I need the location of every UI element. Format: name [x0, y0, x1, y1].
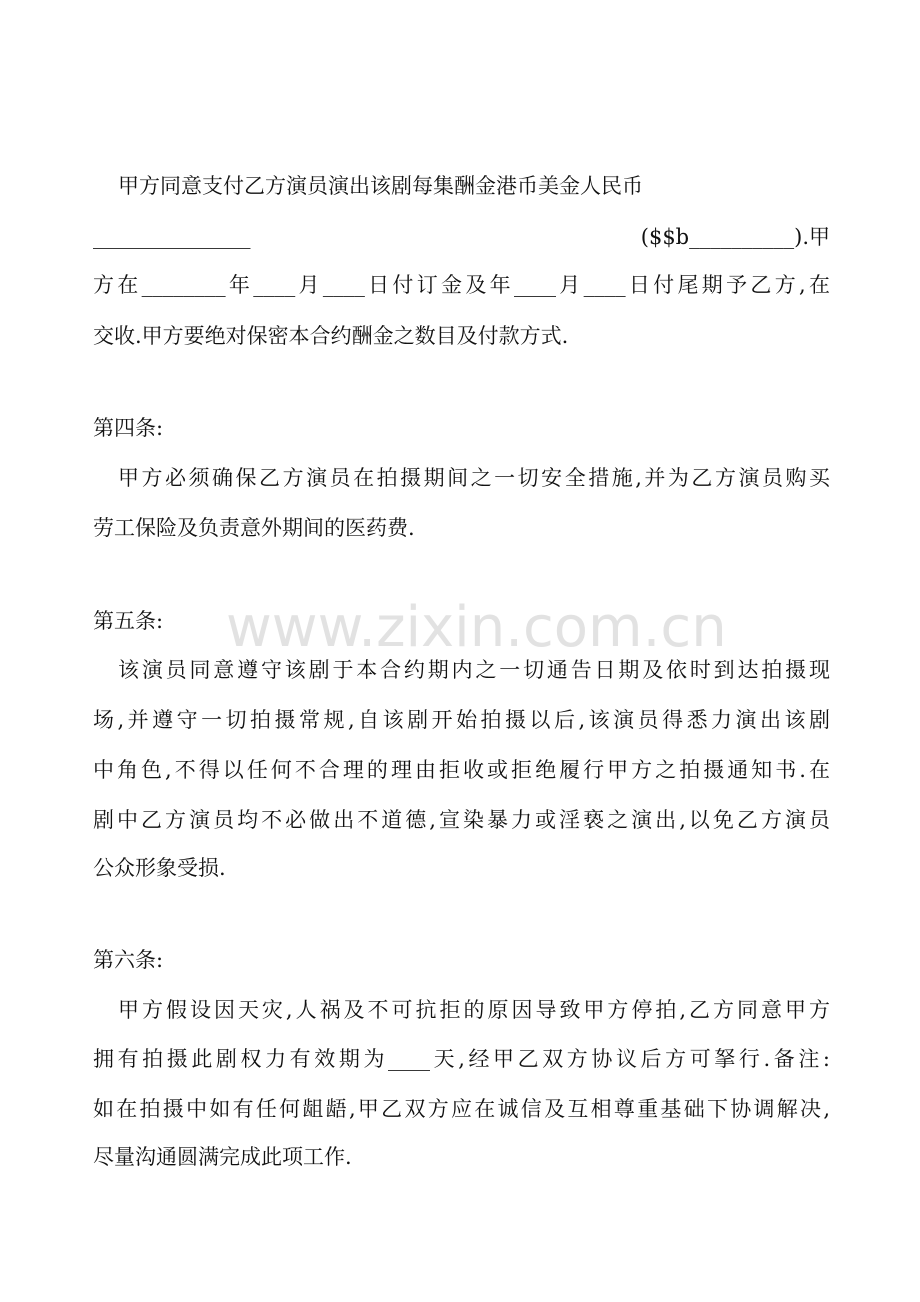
article5-line-5: 公众形象受损. [93, 856, 226, 880]
article4-line-1: 甲方必须确保乙方演员在拍摄期间之一切安全措施,并为乙方演员购买 [118, 466, 830, 490]
article6-line-3: 如在拍摄中如有任何龃龉,甲乙双方应在诚信及互相尊重基础下协调解决, [93, 1097, 830, 1121]
article4-line-2: 劳工保险及负责意外期间的医药费. [93, 516, 415, 540]
article6-line-4: 尽量沟通圆满完成此项工作. [93, 1145, 352, 1169]
article6-heading: 第六条: [93, 948, 164, 972]
article5-heading: 第五条: [93, 609, 164, 633]
article6-line-2: 拥有拍摄此剧权力有效期为____天,经甲乙双方协议后方可拏行.备注: [93, 1047, 830, 1071]
amount-usd-blank: ($$b__________).甲 [640, 225, 830, 249]
article5-line-2: 场,并遵守一切拍摄常规,自该剧开始拍摄以后,该演员得悉力演出该剧 [93, 708, 830, 732]
article5-line-3: 中角色,不得以任何不合理的理由拒收或拒绝履行甲方之拍摄通知书.在 [93, 758, 830, 782]
article5-line-4: 剧中乙方演员均不必做出不道德,宣染暴力或淫亵之演出,以免乙方演员 [93, 808, 830, 832]
article3-line-4: 交收.甲方要绝对保密本合约酬金之数目及付款方式. [93, 324, 569, 348]
watermark: www.zixin.com.cn [226, 595, 727, 660]
article3-line-3: 方在________年____月____日付订金及年____月____日付尾期予乙方,在 [93, 273, 830, 297]
article4-heading: 第四条: [93, 416, 164, 440]
article3-line-1: 甲方同意支付乙方演员演出该剧每集酬金港币美金人民币 [118, 174, 643, 198]
amount-blank: _______________ [93, 225, 251, 249]
article5-line-1: 该演员同意遵守该剧于本合约期内之一切通告日期及依时到达拍摄现 [118, 658, 830, 682]
article6-line-1: 甲方假设因天灾,人祸及不可抗拒的原因导致甲方停拍,乙方同意甲方 [118, 998, 830, 1022]
